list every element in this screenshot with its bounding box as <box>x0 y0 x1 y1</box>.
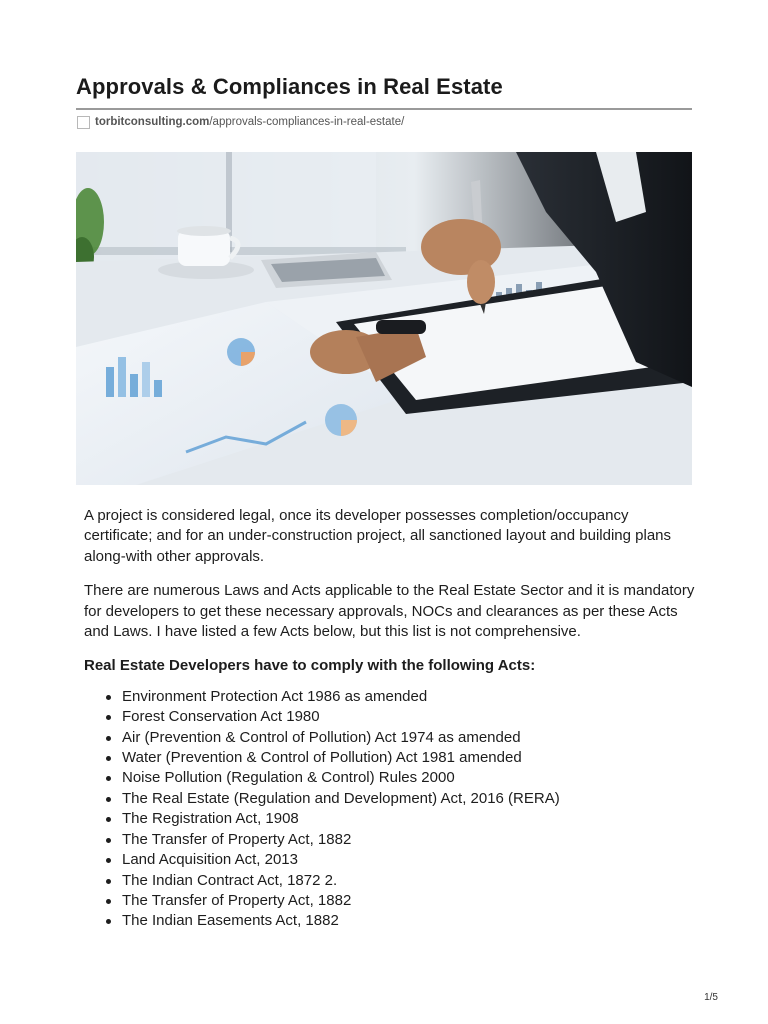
list-item: Noise Pollution (Regulation & Control) Rules 2000 <box>122 768 696 788</box>
list-item: Air (Prevention & Control of Pollution) Act 1974 as amended <box>122 728 696 748</box>
page-favicon-icon <box>77 116 90 129</box>
list-item: The Registration Act, 1908 <box>122 809 696 829</box>
source-link[interactable] <box>77 114 404 130</box>
list-item: Land Acquisition Act, 2013 <box>122 850 696 870</box>
source-path: /approvals-compliances-in-real-estate/ <box>209 116 405 128</box>
paragraph-laws-acts: There are numerous Laws and Acts applicable to the Real Estate Sector and it is mandatory for developers to get these necessary approvals, NOCs and clearances as per these Acts and Laws. I have listed a few Acts below, but this list is not comprehensive. <box>84 582 695 641</box>
list-item: The Indian Contract Act, 1872 2. <box>122 871 696 891</box>
acts-list <box>84 687 696 932</box>
list-item: Environment Protection Act 1986 as amended <box>122 687 696 707</box>
list-item: The Transfer of Property Act, 1882 <box>122 830 696 850</box>
hero-image <box>76 152 692 485</box>
list-item: The Transfer of Property Act, 1882 <box>122 891 696 911</box>
list-item: Forest Conservation Act 1980 <box>122 707 696 727</box>
page-title: Approvals & Compliances in Real Estate <box>76 74 503 99</box>
list-item: Water (Prevention & Control of Pollution) Act 1981 amended <box>122 748 696 768</box>
acts-heading: Real Estate Developers have to comply with the following Acts: <box>84 657 536 675</box>
article-body <box>84 506 696 932</box>
list-item: The Indian Easements Act, 1882 <box>122 911 696 931</box>
page-number: 1/5 <box>704 992 718 1003</box>
source-domain: torbitconsulting.com <box>95 116 210 128</box>
title-divider <box>76 108 692 110</box>
list-item: The Real Estate (Regulation and Development) Act, 2016 (RERA) <box>122 789 696 809</box>
paragraph-legal-project: A project is considered legal, once its developer possesses completion/occupancy certificate; and for an under-construction project, all sanctioned layout and building plans along-with other approvals. <box>84 507 672 565</box>
